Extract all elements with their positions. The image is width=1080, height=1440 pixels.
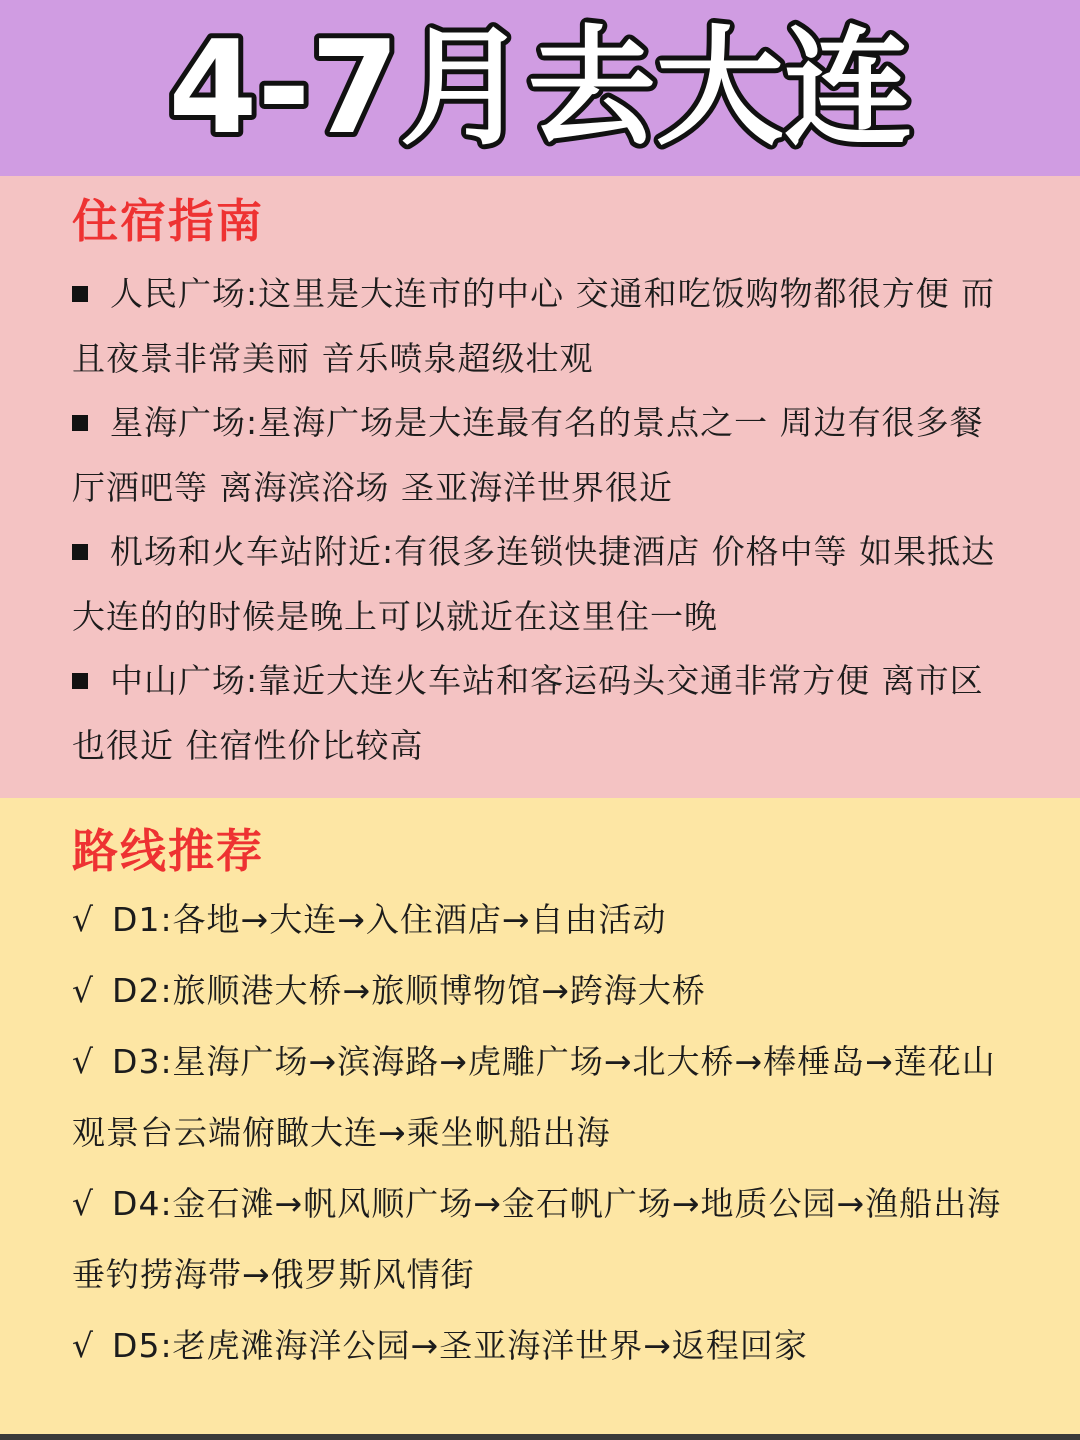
lodging-item-text: 星海广场:星海广场是大连最有名的景点之一 周边有很多餐厅酒吧等 离海滨浴场 圣亚海洋世界很近 [72,403,984,507]
route-item [72,1168,1012,1310]
lodging-section [0,176,1080,798]
check-icon: √ [72,900,95,939]
lodging-item [72,391,1012,520]
page-title-text: 4-7月去大连 [168,14,912,163]
route-list [72,884,1012,1381]
page-title [0,0,1080,176]
lodging-item [72,649,1012,778]
square-bullet-icon [72,544,88,560]
route-item-text: D5:老虎滩海洋公园→圣亚海洋世界→返程回家 [112,1326,808,1365]
route-item-text: D2:旅顺港大桥→旅顺博物馆→跨海大桥 [112,971,706,1010]
square-bullet-icon [72,673,88,689]
route-item [72,884,1012,955]
check-icon: √ [72,971,95,1010]
route-item [72,955,1012,1026]
routes-section [0,798,1080,1434]
check-icon: √ [72,1326,95,1365]
route-item-text: D1:各地→大连→入住酒店→自由活动 [112,900,667,939]
square-bullet-icon [72,415,88,431]
lodging-item-text: 人民广场:这里是大连市的中心 交通和吃饭购物都很方便 而且夜景非常美丽 音乐喷泉超级壮观 [72,274,996,378]
route-item-text: D3:星海广场→滨海路→虎雕广场→北大桥→棒棰岛→莲花山观景台云端俯瞰大连→乘坐帆船出海 [72,1042,996,1152]
lodging-item [72,262,1012,391]
square-bullet-icon [72,286,88,302]
check-icon: √ [72,1184,95,1223]
route-item-text: D4:金石滩→帆风顺广场→金石帆广场→地质公园→渔船出海垂钓捞海带→俄罗斯风情街 [72,1184,1002,1294]
lodging-item-text: 中山广场:靠近大连火车站和客运码头交通非常方便 离市区也很近 住宿性价比较高 [72,661,984,765]
routes-heading: 路线推荐 [72,824,264,878]
header-banner [0,0,1080,176]
lodging-item [72,520,1012,649]
lodging-list [72,262,1012,778]
check-icon: √ [72,1042,95,1081]
route-item [72,1310,1012,1381]
lodging-item-text: 机场和火车站附近:有很多连锁快捷酒店 价格中等 如果抵达大连的的时候是晚上可以就近在这里住一晚 [72,532,996,636]
route-item [72,1026,1012,1168]
bottom-divider [0,1434,1080,1440]
lodging-heading: 住宿指南 [72,194,264,248]
